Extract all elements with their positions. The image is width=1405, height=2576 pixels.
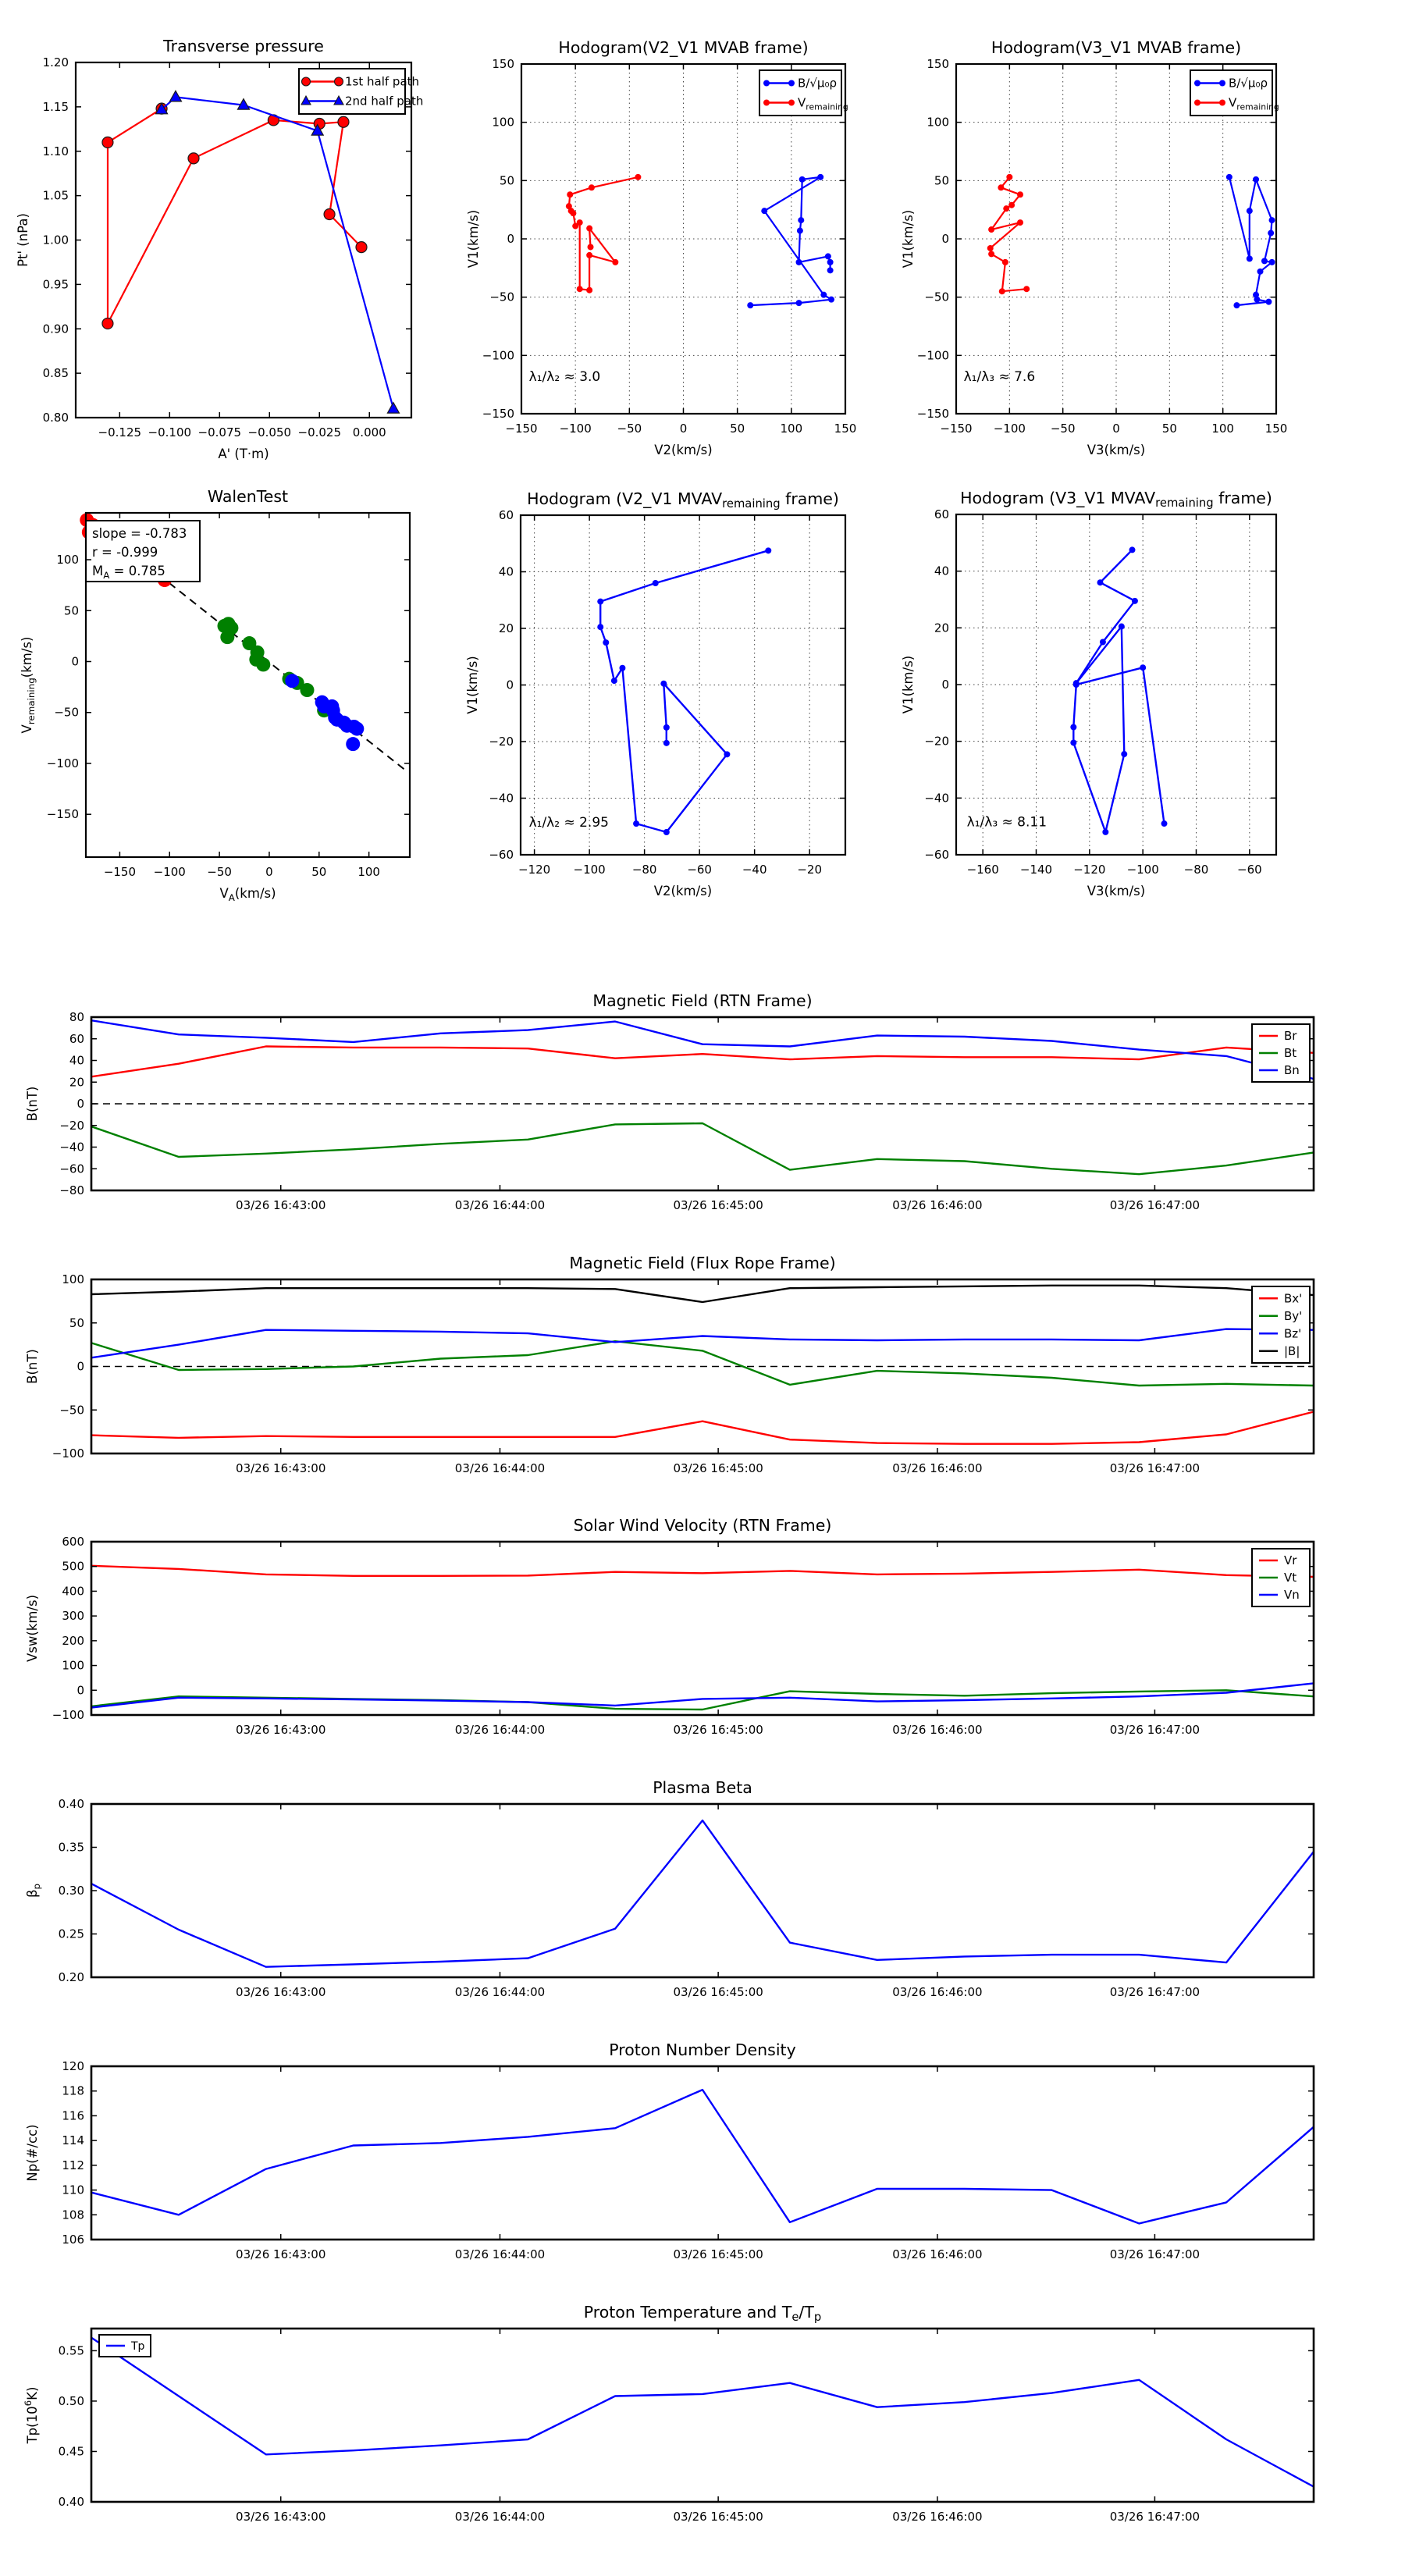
svg-text:50: 50 <box>499 173 514 188</box>
svg-text:λ₁/λ₃ ≈ 7.6: λ₁/λ₃ ≈ 7.6 <box>963 369 1036 386</box>
svg-text:20: 20 <box>934 621 949 635</box>
svg-text:0.30: 0.30 <box>58 1884 84 1898</box>
hodogram-v3v1-mvab-plot <box>901 38 1288 457</box>
svg-text:|B|: |B| <box>1284 1343 1300 1358</box>
svg-text:Hodogram(V2_V1 MVAB frame): Hodogram(V2_V1 MVAB frame) <box>558 38 809 57</box>
svg-text:−60: −60 <box>687 863 712 877</box>
svg-text:Transverse pressure: Transverse pressure <box>163 37 324 55</box>
svg-text:−50: −50 <box>54 705 79 720</box>
svg-text:0.95: 0.95 <box>42 277 69 292</box>
svg-text:03/26 16:43:00: 03/26 16:43:00 <box>236 2247 326 2261</box>
svg-text:0: 0 <box>507 232 514 246</box>
svg-text:0.85: 0.85 <box>42 366 69 381</box>
svg-text:03/26 16:45:00: 03/26 16:45:00 <box>673 1985 763 1999</box>
svg-text:Bn: Bn <box>1284 1063 1300 1077</box>
svg-text:−80: −80 <box>1183 863 1209 877</box>
svg-text:40: 40 <box>69 1053 84 1068</box>
svg-text:−60: −60 <box>1237 863 1262 877</box>
solar-wind-velocity-plot <box>25 1516 1314 1737</box>
svg-text:−0.075: −0.075 <box>197 425 242 439</box>
svg-text:MA = 0.785: $M_A = 0.785$ <box>92 564 165 581</box>
svg-text:λ₁/λ₃ ≈ 8.11: λ₁/λ₃ ≈ 8.11 <box>966 814 1048 831</box>
svg-text:50: 50 <box>934 173 949 188</box>
svg-text:03/26 16:43:00: 03/26 16:43:00 <box>236 1461 326 1475</box>
svg-text:03/26 16:47:00: 03/26 16:47:00 <box>1109 2510 1200 2524</box>
svg-text:0: 0 <box>71 654 79 669</box>
svg-text:Magnetic Field (Flux Rope Fram: Magnetic Field (Flux Rope Frame) <box>569 1254 836 1272</box>
svg-text:150: 150 <box>492 57 514 71</box>
svg-text:03/26 16:45:00: 03/26 16:45:00 <box>673 1198 763 1212</box>
svg-text:50: 50 <box>1161 422 1177 436</box>
svg-text:Vt: Vt <box>1284 1571 1297 1585</box>
svg-text:−100: −100 <box>1126 863 1159 877</box>
svg-text:−100: −100 <box>993 422 1026 436</box>
hodogram-v2v1-mvab-plot <box>466 38 857 457</box>
svg-text:Vn: Vn <box>1284 1588 1300 1602</box>
svg-text:0: 0 <box>76 1097 84 1111</box>
svg-text:50: 50 <box>63 603 79 618</box>
svg-text:−40: −40 <box>742 863 767 877</box>
svg-text:03/26 16:44:00: 03/26 16:44:00 <box>454 2510 546 2524</box>
svg-text:−20: −20 <box>924 734 949 749</box>
svg-text:03/26 16:45:00: 03/26 16:45:00 <box>673 1723 763 1737</box>
svg-text:03/26 16:47:00: 03/26 16:47:00 <box>1109 1461 1200 1475</box>
svg-text:116: 116 <box>62 2108 84 2123</box>
svg-text:114: 114 <box>62 2133 84 2148</box>
svg-text:Magnetic Field (RTN Frame): Magnetic Field (RTN Frame) <box>592 991 813 1010</box>
svg-text:2nd half path: 2nd half path <box>345 94 424 109</box>
svg-text:−100: −100 <box>573 863 606 877</box>
svg-text:03/26 16:47:00: 03/26 16:47:00 <box>1109 1198 1200 1212</box>
svg-text:1st half path: 1st half path <box>345 74 420 89</box>
hodogram-v2v1-mvav-plot <box>465 489 845 898</box>
svg-text:20: 20 <box>498 621 514 635</box>
svg-text:0: 0 <box>679 422 688 436</box>
svg-text:0: 0 <box>1112 422 1120 436</box>
svg-text:20: 20 <box>69 1075 84 1090</box>
plasma-beta-plot <box>25 1778 1314 1999</box>
svg-text:0: 0 <box>76 1683 84 1698</box>
svg-text:0: 0 <box>76 1359 84 1374</box>
svg-text:Solar Wind Velocity (RTN Frame: Solar Wind Velocity (RTN Frame) <box>573 1516 832 1535</box>
svg-text:03/26 16:46:00: 03/26 16:46:00 <box>892 1461 983 1475</box>
svg-text:Vremaining: $V_{remaining}$ <box>1229 95 1279 112</box>
svg-text:−80: −80 <box>631 863 657 877</box>
svg-text:500: 500 <box>62 1559 84 1574</box>
svg-text:110: 110 <box>62 2183 84 2197</box>
svg-text:0: 0 <box>941 678 949 692</box>
svg-text:A' (T·m): A' (T·m) <box>218 447 269 461</box>
svg-text:WalenTest: WalenTest <box>207 487 289 506</box>
svg-text:B/√μ₀ρ: B/√μ₀ρ <box>1229 76 1268 91</box>
svg-text:Vsw(km/s): Vsw(km/s) <box>25 1594 40 1663</box>
svg-text:0.40: 0.40 <box>58 2495 84 2509</box>
svg-text:1.00: 1.00 <box>42 233 69 247</box>
svg-text:−100: −100 <box>482 348 514 363</box>
svg-text:03/26 16:45:00: 03/26 16:45:00 <box>673 2247 763 2261</box>
svg-text:03/26 16:47:00: 03/26 16:47:00 <box>1109 2247 1200 2261</box>
svg-text:1.15: 1.15 <box>42 99 69 114</box>
svg-text:03/26 16:46:00: 03/26 16:46:00 <box>892 1198 983 1212</box>
svg-text:Bx': Bx' <box>1284 1291 1303 1306</box>
svg-text:−50: −50 <box>924 290 949 304</box>
svg-text:03/26 16:43:00: 03/26 16:43:00 <box>236 1985 326 1999</box>
svg-text:B(nT): B(nT) <box>25 1086 40 1122</box>
svg-text:−50: −50 <box>489 290 514 304</box>
svg-text:03/26 16:46:00: 03/26 16:46:00 <box>892 2510 983 2524</box>
svg-text:03/26 16:44:00: 03/26 16:44:00 <box>454 2247 546 2261</box>
svg-text:03/26 16:44:00: 03/26 16:44:00 <box>454 1985 546 1999</box>
svg-text:100: 100 <box>62 1272 84 1286</box>
svg-text:0.50: 0.50 <box>58 2393 84 2408</box>
svg-text:200: 200 <box>62 1633 84 1648</box>
svg-text:120: 120 <box>62 2059 84 2073</box>
svg-text:100: 100 <box>56 553 79 568</box>
svg-text:−150: −150 <box>505 422 538 436</box>
svg-text:−0.125: −0.125 <box>98 425 142 439</box>
svg-text:100: 100 <box>492 115 514 130</box>
svg-text:03/26 16:45:00: 03/26 16:45:00 <box>673 2510 763 2524</box>
svg-text:106: 106 <box>62 2233 84 2247</box>
svg-text:0.55: 0.55 <box>58 2343 84 2358</box>
svg-text:−100: −100 <box>559 422 592 436</box>
svg-text:150: 150 <box>834 422 857 436</box>
svg-text:r = -0.999: r = -0.999 <box>92 545 158 560</box>
svg-text:−50: −50 <box>1050 422 1076 436</box>
svg-text:40: 40 <box>498 564 514 579</box>
svg-text:03/26 16:43:00: 03/26 16:43:00 <box>236 1198 326 1212</box>
svg-text:−60: −60 <box>489 848 514 862</box>
svg-text:0.25: 0.25 <box>58 1927 84 1941</box>
svg-text:150: 150 <box>927 57 949 71</box>
svg-text:Tp: Tp <box>131 2340 145 2353</box>
svg-text:1.20: 1.20 <box>42 55 69 69</box>
svg-text:Bt: Bt <box>1284 1046 1297 1060</box>
svg-text:0: 0 <box>941 232 949 246</box>
svg-text:50: 50 <box>730 422 745 436</box>
svg-text:Proton Number Density: Proton Number Density <box>609 2041 796 2059</box>
svg-text:0.000: 0.000 <box>352 425 386 439</box>
svg-text:0.35: 0.35 <box>58 1840 84 1855</box>
walen-test-plot <box>20 487 410 903</box>
svg-text:03/26 16:43:00: 03/26 16:43:00 <box>236 1723 326 1737</box>
svg-text:−20: −20 <box>797 863 822 877</box>
svg-text:60: 60 <box>69 1031 84 1046</box>
svg-text:03/26 16:47:00: 03/26 16:47:00 <box>1109 1723 1200 1737</box>
svg-text:−150: −150 <box>940 422 973 436</box>
svg-text:−100: −100 <box>153 865 186 879</box>
svg-text:−60: −60 <box>924 848 949 862</box>
svg-text:03/26 16:43:00: 03/26 16:43:00 <box>236 2510 326 2524</box>
svg-text:Bz': Bz' <box>1284 1326 1302 1341</box>
svg-text:0.40: 0.40 <box>58 1797 84 1811</box>
svg-text:slope = -0.783: slope = -0.783 <box>92 526 187 541</box>
svg-text:VA(km/s): $V_A(km/s)$ <box>219 886 276 903</box>
svg-text:150: 150 <box>1264 422 1288 436</box>
svg-text:−100: −100 <box>52 1708 84 1722</box>
svg-text:V1(km/s): V1(km/s) <box>901 209 916 269</box>
svg-text:Np(#/cc): Np(#/cc) <box>25 2124 40 2182</box>
hodogram-v3v1-mvav-plot <box>901 489 1276 898</box>
svg-text:03/26 16:47:00: 03/26 16:47:00 <box>1109 1985 1200 1999</box>
proton-temperature-plot <box>23 2303 1314 2524</box>
svg-text:−40: −40 <box>59 1140 84 1155</box>
svg-text:Vremaining(km/s): $V_{remaining}(km/s)$ <box>20 636 37 734</box>
svg-text:By': By' <box>1284 1308 1303 1323</box>
svg-text:−50: −50 <box>59 1403 84 1418</box>
svg-text:100: 100 <box>780 422 803 436</box>
svg-text:300: 300 <box>62 1609 84 1624</box>
svg-text:−100: −100 <box>46 756 79 770</box>
svg-text:Proton Temperature and Te/Tp: Proton Temperature and Te/Tp <box>583 2303 822 2324</box>
magnetic-field-rtn-plot <box>25 991 1314 1212</box>
svg-text:03/26 16:44:00: 03/26 16:44:00 <box>454 1461 546 1475</box>
svg-text:400: 400 <box>62 1584 84 1599</box>
svg-text:βp: $\beta_p$ <box>25 1883 42 1898</box>
svg-text:0.80: 0.80 <box>42 411 69 425</box>
svg-text:50: 50 <box>311 865 327 879</box>
svg-text:Vr: Vr <box>1284 1553 1297 1567</box>
svg-text:600: 600 <box>62 1535 84 1549</box>
svg-text:Br: Br <box>1284 1029 1297 1043</box>
svg-text:100: 100 <box>927 115 949 130</box>
svg-text:V3(km/s): V3(km/s) <box>1087 884 1146 898</box>
svg-text:Vremaining: $V_{remaining}$ <box>798 95 848 112</box>
svg-text:0.45: 0.45 <box>58 2444 84 2459</box>
svg-text:Hodogram(V3_V1 MVAB frame): Hodogram(V3_V1 MVAB frame) <box>991 38 1242 57</box>
svg-text:50: 50 <box>69 1315 84 1330</box>
svg-text:−50: −50 <box>617 422 642 436</box>
svg-text:03/26 16:46:00: 03/26 16:46:00 <box>892 1723 983 1737</box>
svg-text:−60: −60 <box>59 1162 84 1176</box>
svg-text:−40: −40 <box>489 791 514 806</box>
svg-text:B(nT): B(nT) <box>25 1349 40 1384</box>
svg-text:100: 100 <box>357 865 380 879</box>
svg-text:Hodogram (V3_V1 MVAVremaining: Hodogram (V3_V1 MVAVremaining frame) <box>960 489 1272 510</box>
svg-text:Tp(106K): $Tp(10^6K)$ <box>23 2386 40 2444</box>
svg-text:−100: −100 <box>916 348 949 363</box>
svg-text:60: 60 <box>934 507 949 521</box>
svg-text:−120: −120 <box>518 863 551 877</box>
svg-text:−100: −100 <box>52 1446 84 1461</box>
svg-text:V1(km/s): V1(km/s) <box>466 209 481 269</box>
svg-text:−0.025: −0.025 <box>297 425 342 439</box>
svg-text:λ₁/λ₂ ≈ 2.95: λ₁/λ₂ ≈ 2.95 <box>528 814 609 831</box>
svg-text:1.10: 1.10 <box>42 144 69 158</box>
svg-text:−160: −160 <box>966 863 999 877</box>
svg-text:−80: −80 <box>59 1183 84 1197</box>
svg-text:60: 60 <box>498 508 514 522</box>
svg-text:V1(km/s): V1(km/s) <box>465 656 480 714</box>
svg-text:V2(km/s): V2(km/s) <box>654 443 713 457</box>
svg-text:Plasma Beta: Plasma Beta <box>653 1778 752 1797</box>
svg-text:Hodogram (V2_V1 MVAVremaining: Hodogram (V2_V1 MVAVremaining frame) <box>527 489 839 511</box>
svg-text:V1(km/s): V1(km/s) <box>901 655 916 714</box>
svg-text:−50: −50 <box>207 865 232 879</box>
svg-text:−20: −20 <box>59 1118 84 1133</box>
transverse-pressure-plot <box>16 37 424 461</box>
svg-text:−150: −150 <box>482 407 514 421</box>
svg-text:B/√μ₀ρ: B/√μ₀ρ <box>798 76 837 91</box>
svg-text:−20: −20 <box>489 735 514 749</box>
svg-text:118: 118 <box>62 2083 84 2098</box>
svg-text:V2(km/s): V2(km/s) <box>653 884 713 898</box>
svg-text:03/26 16:46:00: 03/26 16:46:00 <box>892 1985 983 1999</box>
svg-text:108: 108 <box>62 2208 84 2222</box>
svg-text:V3(km/s): V3(km/s) <box>1087 443 1146 457</box>
svg-text:Pt' (nPa): Pt' (nPa) <box>16 213 30 267</box>
svg-text:−150: −150 <box>916 407 949 421</box>
svg-text:1.05: 1.05 <box>42 188 69 203</box>
svg-text:−0.100: −0.100 <box>148 425 192 439</box>
magnetic-field-flux-rope-plot <box>25 1254 1314 1475</box>
svg-text:−150: −150 <box>46 807 79 822</box>
svg-text:−150: −150 <box>103 865 137 879</box>
svg-text:03/26 16:44:00: 03/26 16:44:00 <box>454 1723 546 1737</box>
proton-density-plot <box>25 2041 1314 2261</box>
svg-text:0: 0 <box>265 865 273 879</box>
svg-text:−120: −120 <box>1073 863 1106 877</box>
svg-text:03/26 16:46:00: 03/26 16:46:00 <box>892 2247 983 2261</box>
svg-text:−40: −40 <box>924 791 949 806</box>
svg-text:−140: −140 <box>1019 863 1053 877</box>
svg-text:0.20: 0.20 <box>58 1970 84 1984</box>
svg-text:−0.050: −0.050 <box>247 425 292 439</box>
svg-text:03/26 16:44:00: 03/26 16:44:00 <box>454 1198 546 1212</box>
svg-text:100: 100 <box>62 1658 84 1673</box>
svg-text:03/26 16:45:00: 03/26 16:45:00 <box>673 1461 763 1475</box>
svg-text:80: 80 <box>69 1010 84 1024</box>
svg-text:100: 100 <box>1211 422 1234 436</box>
svg-text:0.90: 0.90 <box>42 322 69 336</box>
svg-text:112: 112 <box>62 2158 84 2172</box>
svg-text:0: 0 <box>506 678 514 692</box>
svg-text:λ₁/λ₂ ≈ 3.0: λ₁/λ₂ ≈ 3.0 <box>528 369 601 386</box>
svg-text:40: 40 <box>934 564 949 578</box>
